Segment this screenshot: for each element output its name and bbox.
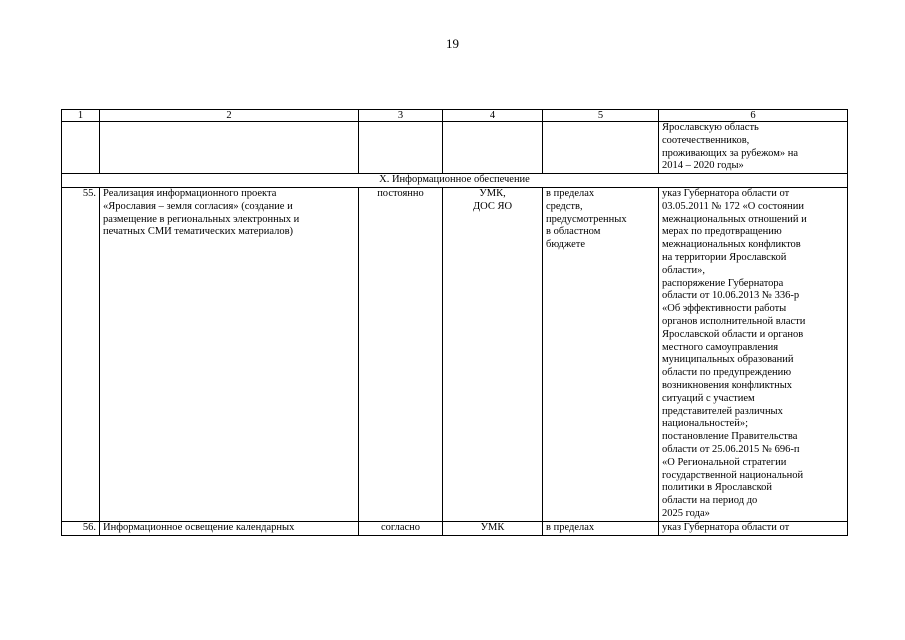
cont-activity-cell — [100, 122, 359, 174]
header-row — [62, 110, 848, 122]
row55-basis-line: на территории Ярославской — [662, 251, 787, 263]
row55-num: 55. — [62, 187, 100, 521]
cont-basis-line: Ярославскую область — [662, 122, 759, 133]
header-col-2: 2 — [100, 110, 359, 122]
row55-basis-line: распоряжение Губернатора — [662, 277, 784, 289]
cont-basis-cell — [659, 122, 848, 174]
row56-basis: указ Губернатора области от — [659, 521, 848, 535]
row56-term: согласно — [359, 521, 443, 535]
row55-executors-line: УМК, — [479, 187, 506, 199]
row56-funding: в пределах — [543, 521, 659, 535]
row56-num: 56. — [62, 521, 100, 535]
row55-basis-line: межнациональных отношений и — [662, 213, 807, 225]
row55-activity-line: размещение в региональных электронных и — [103, 213, 300, 225]
cont-num-cell — [62, 122, 100, 174]
cont-basis-line: соотечественников, — [662, 134, 750, 146]
row55-activity-line: печатных СМИ тематических материалов) — [103, 226, 294, 238]
row55-basis-line: области по предупреждению — [662, 367, 792, 379]
header-col-6: 6 — [659, 110, 848, 122]
row55-activity — [100, 187, 359, 521]
row55-funding-line: средств, — [546, 200, 583, 212]
header-col-3: 3 — [359, 110, 443, 122]
row55-basis — [659, 187, 848, 521]
page-number: 19 — [446, 36, 459, 51]
row55-basis-line: 03.05.2011 № 172 «О состоянии — [662, 200, 804, 212]
row55-funding-line: в пределах — [546, 187, 595, 199]
row55-term: постоянно — [359, 187, 443, 521]
row55-basis-line: Ярославской области и органов — [662, 328, 804, 340]
row55-basis-line: представителей различных — [662, 405, 783, 417]
row55-basis-line: мерах по предотвращению — [662, 226, 782, 238]
row55-funding-line: предусмотренных — [546, 213, 627, 225]
row56-executors: УМК — [443, 521, 543, 535]
header-col-5: 5 — [543, 110, 659, 122]
cont-basis-line: проживающих за рубежом» на — [662, 147, 798, 159]
row55-executors-line: ДОС ЯО — [472, 200, 513, 212]
row55-activity-line: «Ярославия – земля согласия» (создание и — [103, 200, 293, 212]
row55-activity-line: Реализация информационного проекта — [103, 187, 277, 199]
row55-basis-line: постановление Правительства — [662, 431, 798, 443]
row55-executors — [443, 187, 543, 521]
row55-basis-line: органов исполнительной власти — [662, 315, 806, 327]
row55-basis-line: указ Губернатора области от — [662, 187, 790, 199]
row55-basis-line: муниципальных образований — [662, 354, 794, 366]
continuation-row — [62, 122, 848, 174]
row55-basis-line: «Об эффективности работы — [662, 303, 787, 315]
measures-table — [61, 109, 848, 536]
cont-funding-cell — [543, 122, 659, 174]
row55-basis-line: возникновения конфликтных — [662, 379, 793, 391]
row55-basis-line: местного самоуправления — [662, 341, 779, 353]
row55-basis-line: области от 25.06.2015 № 696-п — [662, 443, 800, 455]
header-col-4: 4 — [443, 110, 543, 122]
row55-basis-line: государственной национальной — [662, 469, 804, 481]
row-55 — [62, 187, 848, 521]
cont-term-cell — [359, 122, 443, 174]
section-row — [62, 174, 848, 188]
row55-basis-line: ситуаций с участием — [662, 392, 755, 404]
row55-funding-line: бюджете — [546, 239, 586, 251]
header-col-1: 1 — [62, 110, 100, 122]
cont-basis-line: 2014 – 2020 годы» — [662, 160, 744, 172]
row55-basis-line: межнациональных конфликтов — [662, 239, 801, 251]
row55-basis-line: области от 10.06.2013 № 336-р — [662, 290, 800, 302]
row56-activity-line: Информационное освещение календарных — [103, 521, 295, 533]
row55-basis-line: области на период до — [662, 495, 758, 507]
row-56 — [62, 521, 848, 535]
row55-basis-line: национальностей»; — [662, 418, 748, 430]
row55-basis-line: «О Региональной стратегии — [662, 456, 787, 468]
section-title: X. Информационное обеспечение — [62, 174, 848, 188]
row55-funding — [543, 187, 659, 521]
row55-basis-line: области», — [662, 264, 705, 276]
row55-basis-line: политики в Ярославской — [662, 482, 773, 494]
row56-activity — [100, 521, 359, 535]
cont-executors-cell — [443, 122, 543, 174]
row55-basis-line: 2025 года» — [662, 507, 710, 519]
row55-funding-line: в областном — [546, 226, 601, 238]
